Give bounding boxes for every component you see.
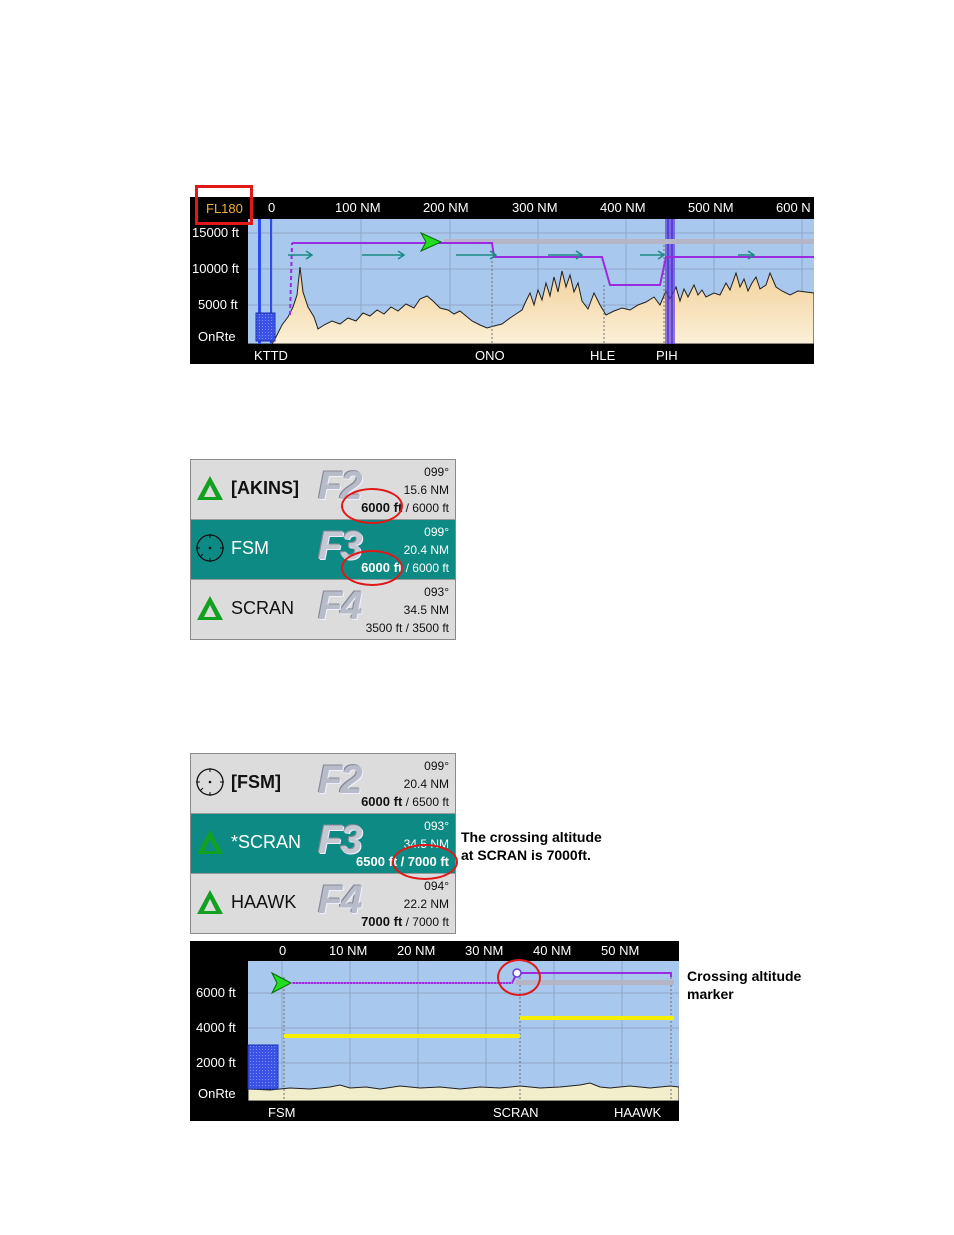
- distance-tick: 600 N: [776, 200, 811, 215]
- altitude-right: / 7000 ft: [405, 915, 449, 929]
- waypoint-label: SCRAN: [493, 1105, 539, 1120]
- bearing: 094°: [424, 879, 449, 893]
- altitude-label: 10000 ft: [192, 261, 239, 276]
- vertical-profile-route: [190, 197, 814, 364]
- distance-tick: 100 NM: [335, 200, 381, 215]
- airport-block: [256, 313, 275, 341]
- bearing: 099°: [424, 759, 449, 773]
- distance-tick: 0: [279, 943, 287, 958]
- distance: 20.4 NM: [403, 543, 449, 557]
- waypoint-info: [361, 463, 449, 517]
- vertical-profile-leg: [190, 941, 679, 1121]
- altitude-reference-band: [516, 980, 674, 985]
- altitude-right: / 6000 ft: [405, 501, 449, 515]
- waypoint-name: FSM: [231, 538, 269, 558]
- distance-tick: 500 NM: [688, 200, 734, 215]
- bearing: 093°: [424, 585, 449, 599]
- waypoint-list-1: [190, 459, 456, 640]
- waypoint-label: KTTD: [254, 348, 288, 363]
- distance-axis: [268, 200, 811, 215]
- callout-line: The crossing altitude: [461, 829, 602, 845]
- waypoint-label: HLE: [590, 348, 616, 363]
- fl-highlight-box: [195, 185, 253, 225]
- waypoint-label: ONO: [475, 348, 505, 363]
- airport-block: [248, 1045, 278, 1089]
- airspace-band: [665, 219, 675, 344]
- altitude-right: / 6500 ft: [405, 795, 449, 809]
- altitude-reference-band: [444, 239, 814, 244]
- distance-tick: 20 NM: [397, 943, 436, 958]
- function-key-label: F3: [318, 524, 361, 568]
- waypoint-name: *SCRAN: [231, 832, 302, 852]
- distance: 34.5 NM: [403, 603, 449, 617]
- crossing-altitude-marker: [513, 969, 521, 977]
- airport-circle-icon: [195, 533, 225, 563]
- minimum-altitude-line: [520, 1016, 674, 1020]
- altitude-label: 5000 ft: [198, 297, 238, 312]
- airport-circle-icon: [195, 767, 225, 797]
- callout-line: at SCRAN is 7000ft.: [461, 847, 591, 863]
- waypoint-row[interactable]: [191, 580, 455, 639]
- waypoint-info: [356, 817, 449, 871]
- waypoint-name: SCRAN: [231, 598, 295, 618]
- distance-tick: 40 NM: [533, 943, 572, 958]
- distance-tick: 30 NM: [465, 943, 504, 958]
- altitude-left: 6000 ft: [361, 500, 403, 515]
- crossing-altitude-marker-callout: [687, 967, 801, 1003]
- vor-triangle-icon: [195, 827, 225, 857]
- distance: 22.2 NM: [403, 897, 449, 911]
- waypoint-row[interactable]: [191, 460, 455, 520]
- altitude-left: 6000 ft: [361, 560, 403, 575]
- waypoint-label: FSM: [268, 1105, 296, 1120]
- altitude-label: OnRte: [198, 1086, 236, 1101]
- vertical-profile-graph: [190, 197, 814, 364]
- distance: 34.5 NM: [403, 837, 449, 851]
- altitude-label: 2000 ft: [196, 1055, 236, 1070]
- altitude-left: 3500 ft: [365, 621, 403, 635]
- flight-level-label: FL180: [206, 201, 243, 216]
- bearing: 099°: [424, 525, 449, 539]
- waypoint-name: [AKINS]: [231, 478, 299, 498]
- altitude-label: 4000 ft: [196, 1020, 236, 1035]
- waypoint-name: [FSM]: [231, 772, 281, 792]
- waypoint-row-active[interactable]: [191, 520, 455, 580]
- distance-tick: 200 NM: [423, 200, 469, 215]
- altitude-label: OnRte: [198, 329, 236, 344]
- minimum-altitude-line: [284, 1034, 520, 1038]
- function-key-label: F2: [318, 464, 361, 508]
- vor-triangle-icon: [195, 887, 225, 917]
- distance-tick: 0: [268, 200, 276, 215]
- altitude-label: 6000 ft: [196, 985, 236, 1000]
- function-key-label: F2: [318, 758, 361, 802]
- vor-triangle-icon: [195, 593, 225, 623]
- waypoint-row[interactable]: [191, 874, 455, 933]
- altitude-label: 15000 ft: [192, 225, 239, 240]
- altitude-right: / 6000 ft: [405, 561, 449, 575]
- waypoint-label: PIH: [656, 348, 678, 363]
- waypoint-info: [361, 757, 449, 811]
- distance: 20.4 NM: [403, 777, 449, 791]
- waypoint-row[interactable]: [191, 754, 455, 814]
- distance: 15.6 NM: [403, 483, 449, 497]
- vor-triangle-icon: [195, 473, 225, 503]
- callout-line: Crossing altitude: [687, 968, 802, 984]
- altitude-left: 6000 ft: [361, 794, 403, 809]
- waypoint-info: [361, 877, 449, 931]
- altitude-right: / 3500 ft: [405, 621, 449, 635]
- crossing-altitude-callout: [461, 828, 602, 864]
- distance-tick: 50 NM: [601, 943, 640, 958]
- callout-line: marker: [687, 986, 734, 1002]
- waypoint-row-active[interactable]: [191, 814, 455, 874]
- bearing: 099°: [424, 465, 449, 479]
- bearing: 093°: [424, 819, 449, 833]
- waypoint-label: HAAWK: [614, 1105, 662, 1120]
- function-key-label: F4: [318, 584, 361, 628]
- waypoint-list-2: [190, 753, 456, 934]
- vertical-profile-graph: [190, 941, 679, 1121]
- function-key-label: F3: [318, 818, 361, 862]
- altitude-left: 6500 ft: [356, 854, 398, 869]
- distance-tick: 300 NM: [512, 200, 558, 215]
- function-key-label: F4: [318, 878, 361, 922]
- waypoint-info: [361, 523, 449, 577]
- altitude-right: / 7000 ft: [400, 854, 449, 869]
- waypoint-info: [366, 583, 449, 637]
- altitude-left: 7000 ft: [361, 914, 403, 929]
- distance-tick: 10 NM: [329, 943, 368, 958]
- waypoint-name: HAAWK: [231, 892, 297, 912]
- distance-tick: 400 NM: [600, 200, 646, 215]
